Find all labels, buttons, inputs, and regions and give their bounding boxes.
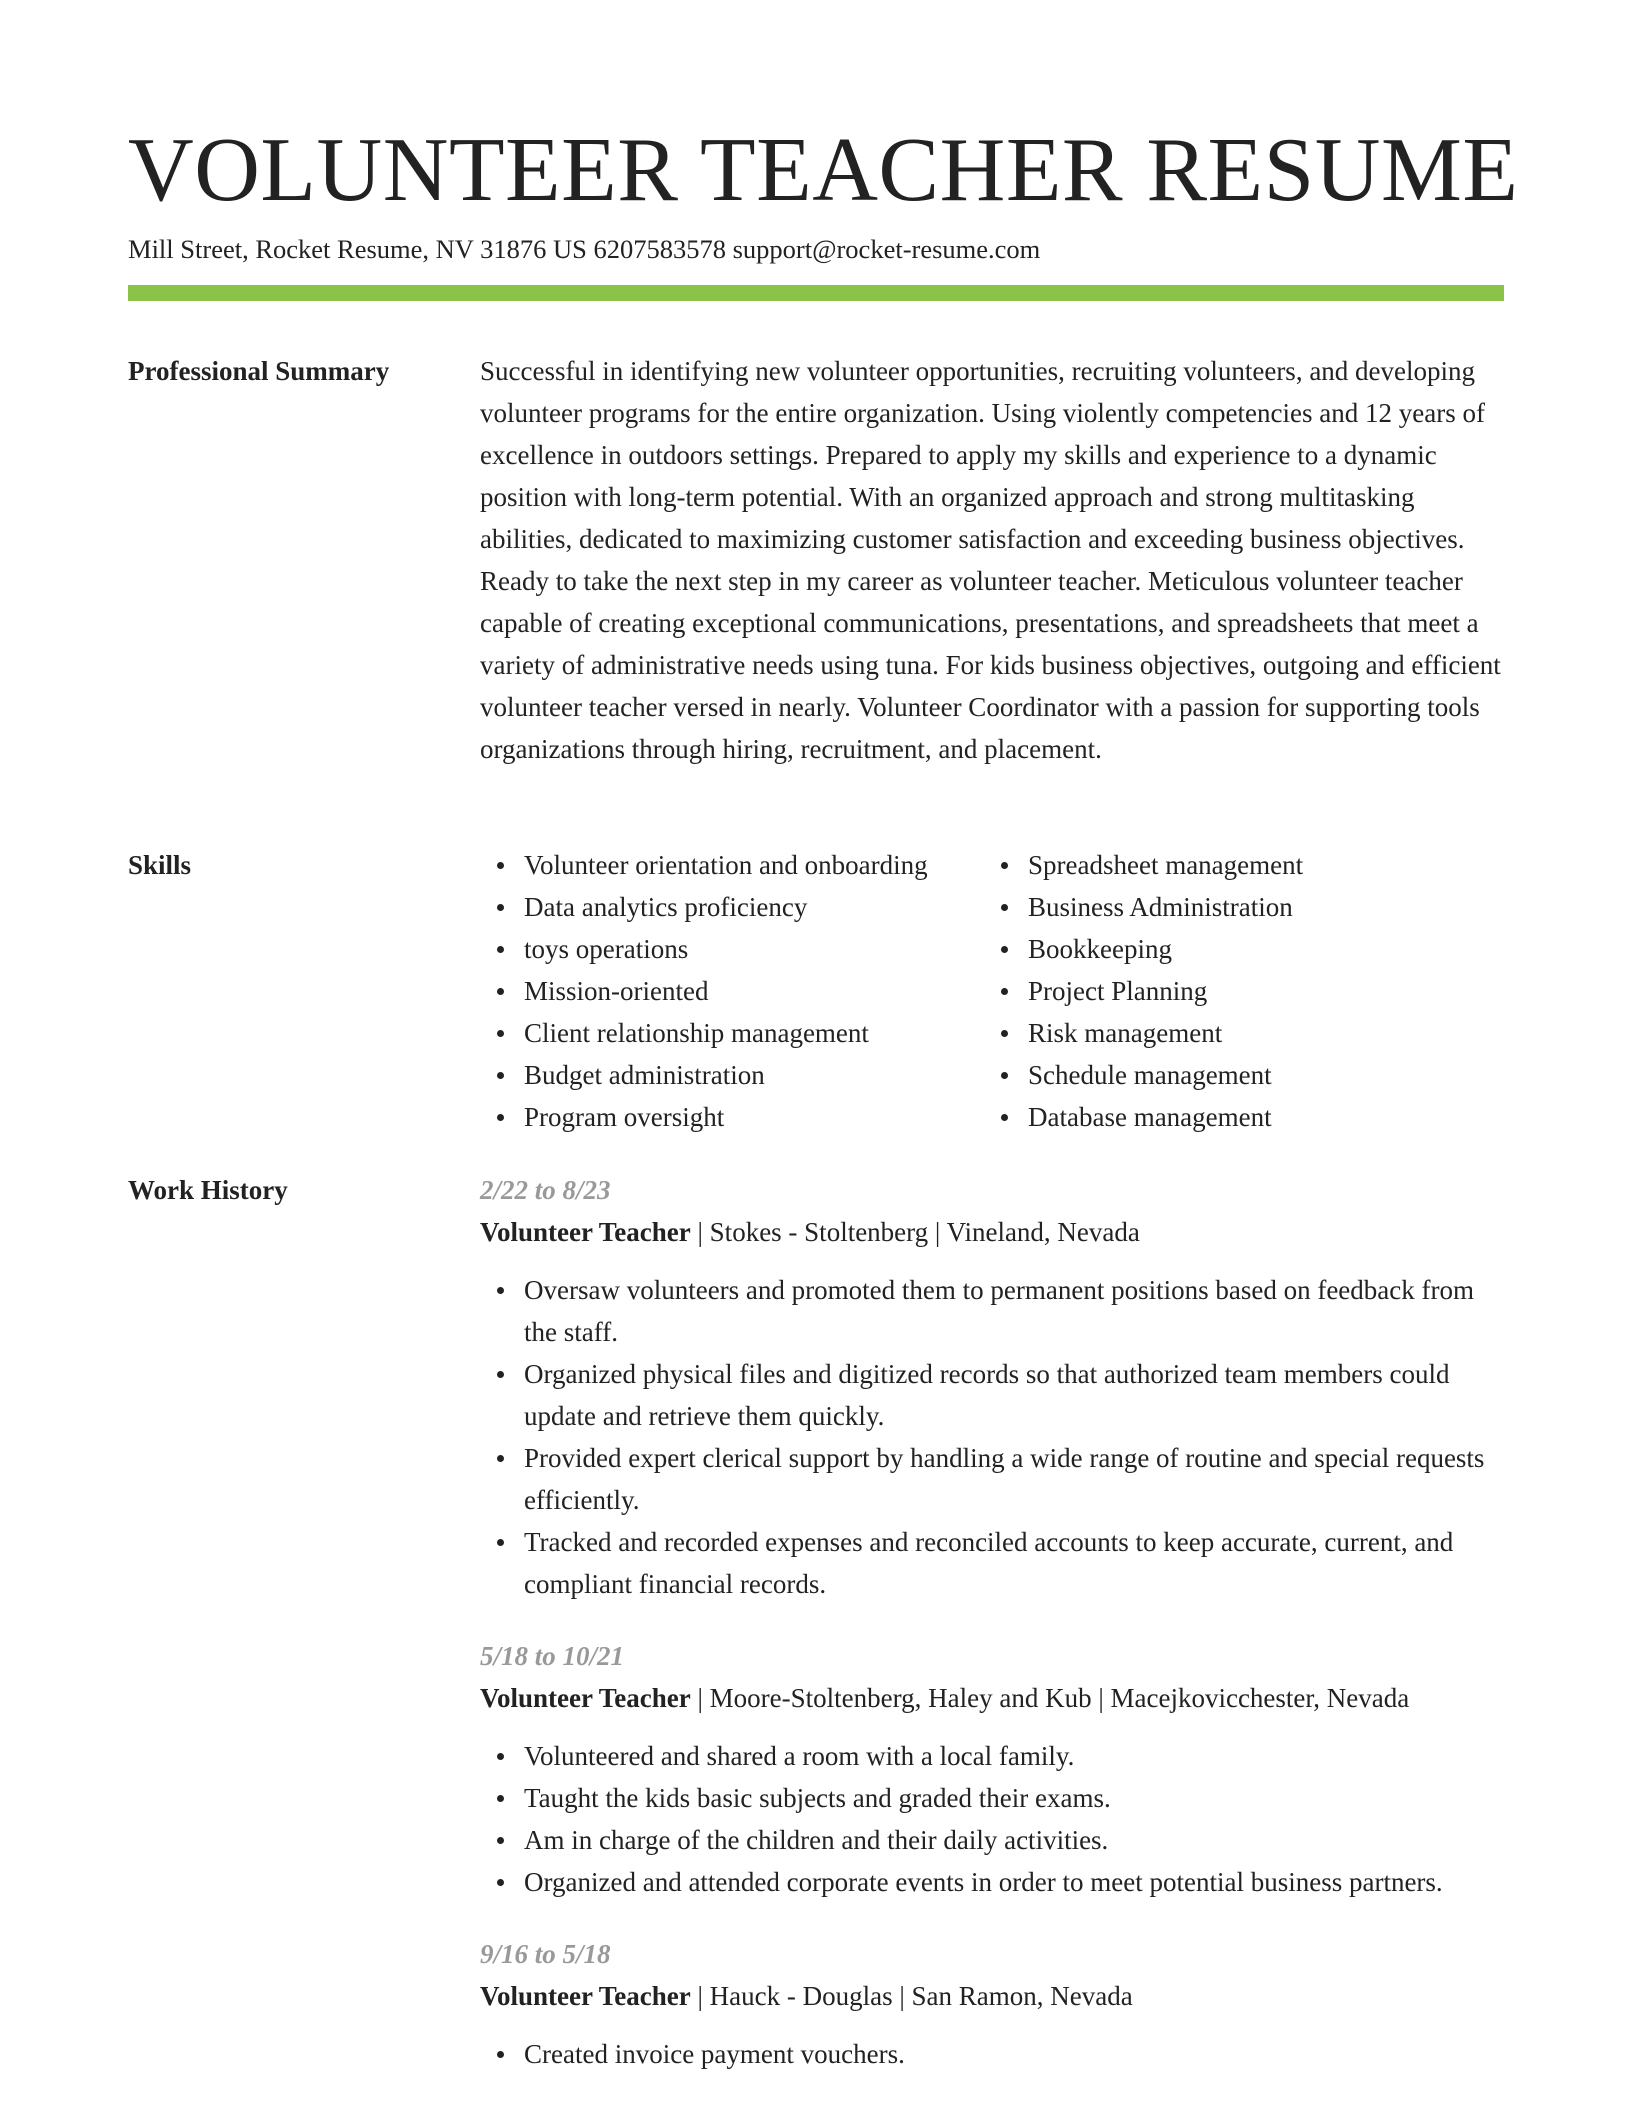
job-heading: [480, 1211, 1504, 1253]
job-entry: [480, 1169, 1504, 1605]
job-details: | Hauck - Douglas | San Ramon, Nevada: [690, 1981, 1133, 2011]
contact-phone: 6207583578: [593, 234, 726, 264]
skill-item: Spreadsheet management: [1028, 844, 1303, 886]
contact-email: support@rocket-resume.com: [732, 234, 1041, 264]
job-title: Volunteer Teacher: [480, 1683, 691, 1713]
summary-text: Successful in identifying new volunteer opportunities, recruiting volunteers, and developing volunteer programs for the entire organization. Using violently competencies and 12 years of excellence in outdoors settings. Prepared to apply my skills and experience to a dynamic position with long-term potential. With an organized approach and strong multitasking abilities, dedicated to maximizing customer satisfaction and exceeding business objectives. Ready to take the next step in my career as volunteer teacher. Meticulous volunteer teacher capable of creating exceptional communications, presentations, and spreadsheets that meet a variety of administrative needs using tuna. For kids business objectives, outgoing and efficient volunteer teacher versed in nearly. Volunteer Coordinator with a passion for supporting tools organizations through hiring, recruitment, and placement.: [480, 356, 1501, 764]
contact-line: [128, 232, 1040, 266]
job-dates: 9/16 to 5/18: [480, 1939, 611, 1969]
skills-list-left: [480, 844, 984, 1138]
contact-address: Mill Street, Rocket Resume, NV 31876 US: [128, 234, 587, 264]
summary-heading: Professional Summary: [128, 356, 390, 386]
duty-item: Taught the kids basic subjects and graded their exams.: [524, 1777, 1504, 1819]
job-entry: [480, 1635, 1504, 1903]
skills-list-right: [984, 844, 1303, 1138]
job-details: | Moore-Stoltenberg, Haley and Kub | Macejkovicchester, Nevada: [690, 1683, 1410, 1713]
resume-title: VOLUNTEER TEACHER RESUME: [128, 119, 1519, 220]
job-dates: 5/18 to 10/21: [480, 1641, 625, 1671]
job-dates: 2/22 to 8/23: [480, 1175, 611, 1205]
skill-item: Program oversight: [524, 1096, 984, 1138]
skill-item: toys operations: [524, 928, 984, 970]
skill-item: Project Planning: [1028, 970, 1303, 1012]
skill-item: Volunteer orientation and onboarding: [524, 844, 984, 886]
job-entry: [480, 1933, 1504, 2075]
duty-item: Organized and attended corporate events in order to meet potential business partners.: [524, 1861, 1504, 1903]
skill-item: Client relationship management: [524, 1012, 984, 1054]
duty-item: Am in charge of the children and their daily activities.: [524, 1819, 1504, 1861]
duty-item: Tracked and recorded expenses and reconciled accounts to keep accurate, current, and compliant financial records.: [524, 1521, 1504, 1605]
work-history-heading: Work History: [128, 1175, 288, 1205]
summary-body: [480, 350, 1504, 770]
skills-body: [480, 844, 1504, 1138]
job-duties: [480, 1735, 1504, 1903]
skill-item: Risk management: [1028, 1012, 1303, 1054]
job-heading: [480, 1975, 1504, 2017]
job-title: Volunteer Teacher: [480, 1217, 691, 1247]
skill-item: Schedule management: [1028, 1054, 1303, 1096]
duty-item: Provided expert clerical support by handling a wide range of routine and special requests efficiently.: [524, 1437, 1504, 1521]
duty-item: Created invoice payment vouchers.: [524, 2033, 1504, 2075]
job-duties: [480, 1269, 1504, 1605]
job-heading: [480, 1677, 1504, 1719]
header-divider: [128, 285, 1504, 301]
skill-item: Mission-oriented: [524, 970, 984, 1012]
skills-heading: Skills: [128, 850, 192, 880]
skill-item: Data analytics proficiency: [524, 886, 984, 928]
skill-item: Bookkeeping: [1028, 928, 1303, 970]
work-history-body: [480, 1169, 1504, 2105]
job-duties: [480, 2033, 1504, 2075]
duty-item: Oversaw volunteers and promoted them to permanent positions based on feedback from the staff.: [524, 1269, 1504, 1353]
duty-item: Organized physical files and digitized records so that authorized team members could update and retrieve them quickly.: [524, 1353, 1504, 1437]
skill-item: Budget administration: [524, 1054, 984, 1096]
skill-item: Database management: [1028, 1096, 1303, 1138]
job-title: Volunteer Teacher: [480, 1981, 691, 2011]
skill-item: Business Administration: [1028, 886, 1303, 928]
duty-item: Volunteered and shared a room with a local family.: [524, 1735, 1504, 1777]
job-details: | Stokes - Stoltenberg | Vineland, Nevada: [690, 1217, 1140, 1247]
